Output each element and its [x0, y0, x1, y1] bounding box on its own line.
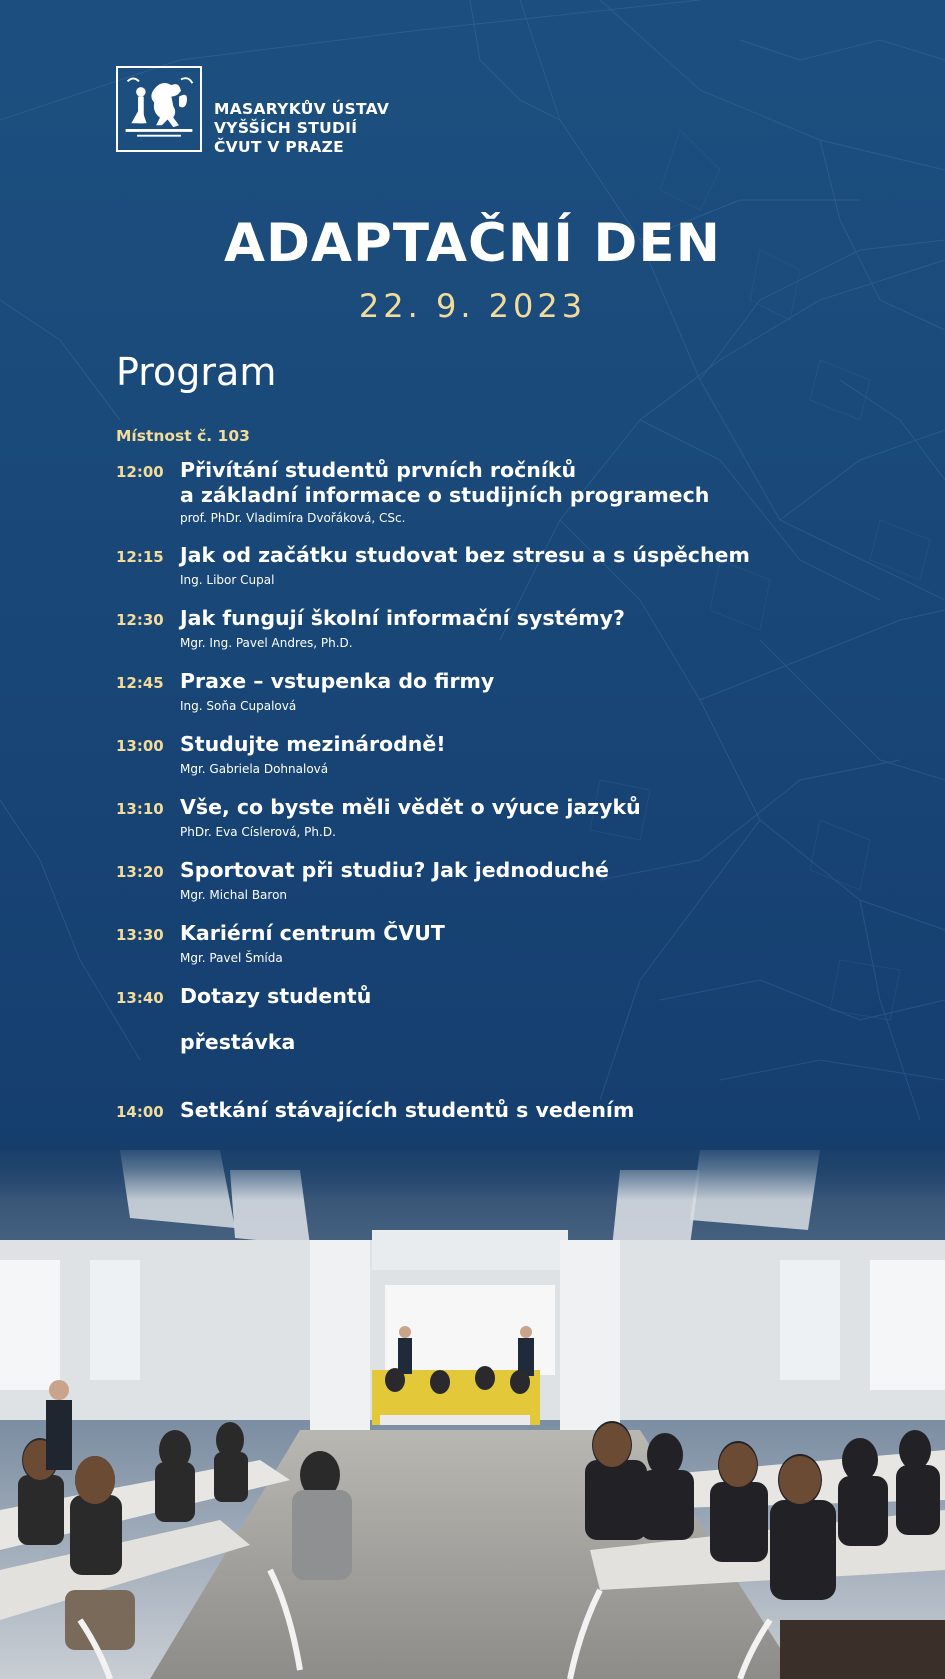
agenda-title: Vše, co byste měli vědět o výuce jazyků [180, 795, 641, 819]
agenda-speaker: PhDr. Eva Císlerová, Ph.D. [180, 825, 336, 839]
room-label: Místnost č. 103 [116, 427, 250, 445]
institution-line-1: MASARYKŮV ÚSTAV [214, 100, 390, 118]
agenda-title-line-2: a základní informace o studijních programech [180, 483, 710, 507]
agenda-time: 13:20 [116, 863, 164, 881]
agenda-time: 12:15 [116, 548, 164, 566]
agenda-speaker: Mgr. Ing. Pavel Andres, Ph.D. [180, 636, 353, 650]
institution-line-3: ČVUT V PRAZE [214, 138, 345, 156]
agenda-speaker: Ing. Soňa Cupalová [180, 699, 297, 713]
agenda-time: 13:10 [116, 800, 164, 818]
agenda-speaker: Mgr. Gabriela Dohnalová [180, 762, 329, 776]
agenda-time: 13:30 [116, 926, 164, 944]
agenda-title: Jak od začátku studovat bez stresu a s úspěchem [180, 543, 750, 567]
institution-line-2: VYŠŠÍCH STUDIÍ [214, 119, 358, 137]
agenda-time: 13:40 [116, 989, 164, 1007]
agenda-speaker: Ing. Libor Cupal [180, 573, 275, 587]
agenda-title: Kariérní centrum ČVUT [180, 921, 445, 945]
institute-logo [116, 66, 202, 152]
agenda-title: Jak fungují školní informační systémy? [180, 606, 625, 630]
agenda-title: Setkání stávajících studentů s vedením [180, 1098, 635, 1122]
agenda-time: 12:30 [116, 611, 164, 629]
agenda-time: 13:00 [116, 737, 164, 755]
break-label: přestávka [180, 1030, 296, 1054]
agenda-title: Sportovat při studiu? Jak jednoduché [180, 858, 609, 882]
agenda-title: Studujte mezinárodně! [180, 732, 446, 756]
agenda-time: 12:45 [116, 674, 164, 692]
agenda-title: Přivítání studentů prvních ročníků [180, 458, 577, 482]
lion-emblem-icon [118, 68, 200, 150]
lecture-hall-photo [0, 1150, 945, 1679]
agenda-speaker: prof. PhDr. Vladimíra Dvořáková, CSc. [180, 511, 406, 525]
photo-fade [0, 1140, 945, 1200]
agenda-title: Praxe – vstupenka do firmy [180, 669, 495, 693]
event-title: ADAPTAČNÍ DEN [224, 213, 721, 274]
agenda-time: 12:00 [116, 463, 164, 481]
agenda-title: Dotazy studentů [180, 984, 372, 1008]
agenda-speaker: Mgr. Michal Baron [180, 888, 288, 902]
program-heading: Program [116, 350, 277, 394]
institution-name [214, 100, 389, 157]
event-date: 22. 9. 2023 [358, 287, 587, 325]
agenda-speaker: Mgr. Pavel Šmída [180, 951, 283, 965]
agenda-time: 14:00 [116, 1103, 164, 1121]
